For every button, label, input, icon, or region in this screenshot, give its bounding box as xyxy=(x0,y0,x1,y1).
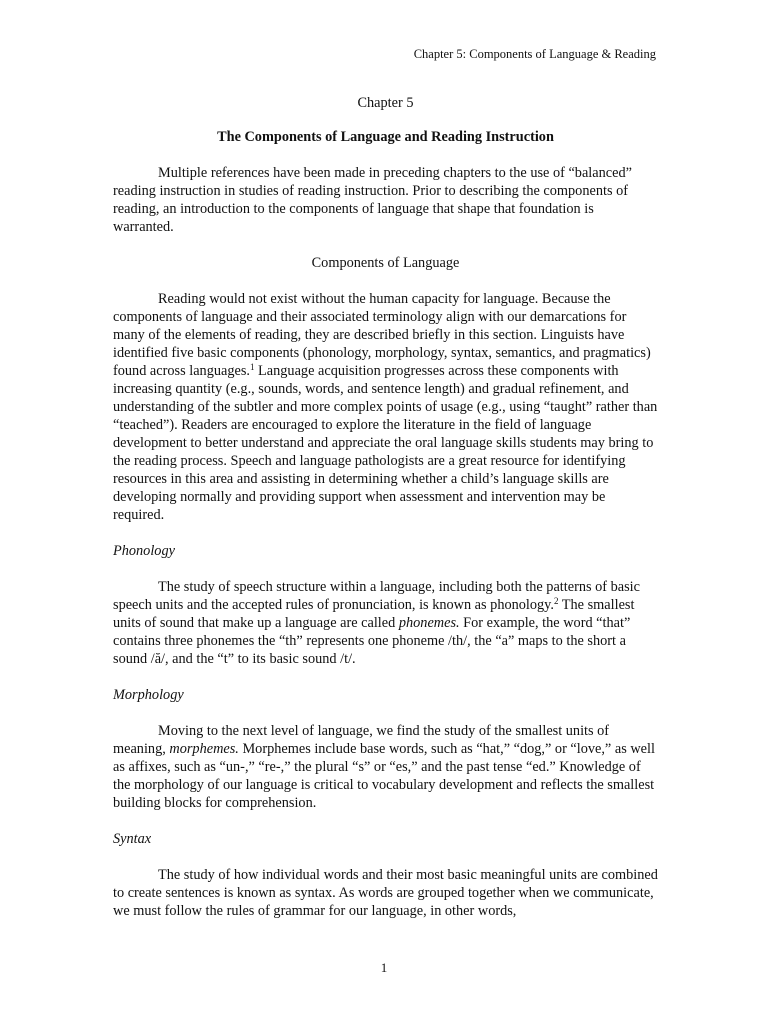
components-text-1: Reading would not exist without the human capacity for language. Because the components of language and their associated terminology align with our demarcations for many of the elements of reading, they are described briefly in this section. Linguists have identified five basic components (phonology, morphology, syntax, semantics, and pragmatics) found across languages. xyxy=(113,291,651,379)
page-content xyxy=(113,94,658,938)
page-number: 1 xyxy=(380,960,388,975)
chapter-label: Chapter 5 xyxy=(357,95,414,111)
morphology-paragraph xyxy=(113,722,658,812)
phonology-text-2: The smallest units of sound that make up a language are called xyxy=(113,597,635,631)
running-head: Chapter 5: Components of Language & Reading xyxy=(413,47,656,61)
footnote-ref-2: 2 xyxy=(553,596,559,606)
phonology-text-3: For example, the word “that” contains three phonemes the “th” represents one phoneme /th/, the “a” maps to the short a sound /ă/, and the “t” to its basic sound /t/. xyxy=(113,615,631,667)
intro-paragraph: Multiple references have been made in preceding chapters to the use of “balanced” reading instruction in studies of reading instruction. Prior to describing the components of reading, an introduction to the components of language that shape that foundation is warranted. xyxy=(113,165,632,235)
phonology-heading: Phonology xyxy=(113,543,175,559)
footnote-ref-1: 1 xyxy=(249,362,255,372)
phonology-paragraph xyxy=(113,578,658,668)
morphemes-term: morphemes. xyxy=(169,741,239,757)
components-text-2: Language acquisition progresses across these components with increasing quantity (e.g., sounds, words, and sentence length) and gradual refinement, and understanding of the subtler and more complex points of usage (e.g., using “taught” rather than “teached”). Readers are encouraged to explore the literature in the field of language development to better understand and appreciate the oral language skills students may bring to the reading process. Speech and language pathologists are a great resource for identifying resources in this area and assisting in determining whether a child’s language skills are developing normally and providing support when assessment and intervention may be required. xyxy=(113,363,658,523)
morphology-heading: Morphology xyxy=(113,687,184,703)
components-heading: Components of Language xyxy=(311,255,460,271)
chapter-title: The Components of Language and Reading Instruction xyxy=(217,129,554,145)
syntax-paragraph: The study of how individual words and their most basic meaningful units are combined to create sentences is known as syntax. As words are grouped together when we communicate, we must follow the rules of grammar for our language, in other words, xyxy=(113,867,658,919)
morphology-text-2: Morphemes include base words, such as “hat,” “dog,” or “love,” as well as affixes, such as “un-,” “re-,” the plural “s” or “es,” and the past tense “ed.” Knowledge of the morphology of our language is critical to vocabulary development and reflects the smallest building blocks for comprehension. xyxy=(113,741,655,811)
morphology-text-1: Moving to the next level of language, we find the study of the smallest units of meaning, xyxy=(113,723,610,757)
phonology-text-1: The study of speech structure within a language, including both the patterns of basic speech units and the accepted rules of pronunciation, is known as phonology. xyxy=(113,579,640,613)
phonemes-term: phonemes. xyxy=(398,615,460,631)
syntax-heading: Syntax xyxy=(113,831,152,847)
components-paragraph xyxy=(113,290,658,524)
